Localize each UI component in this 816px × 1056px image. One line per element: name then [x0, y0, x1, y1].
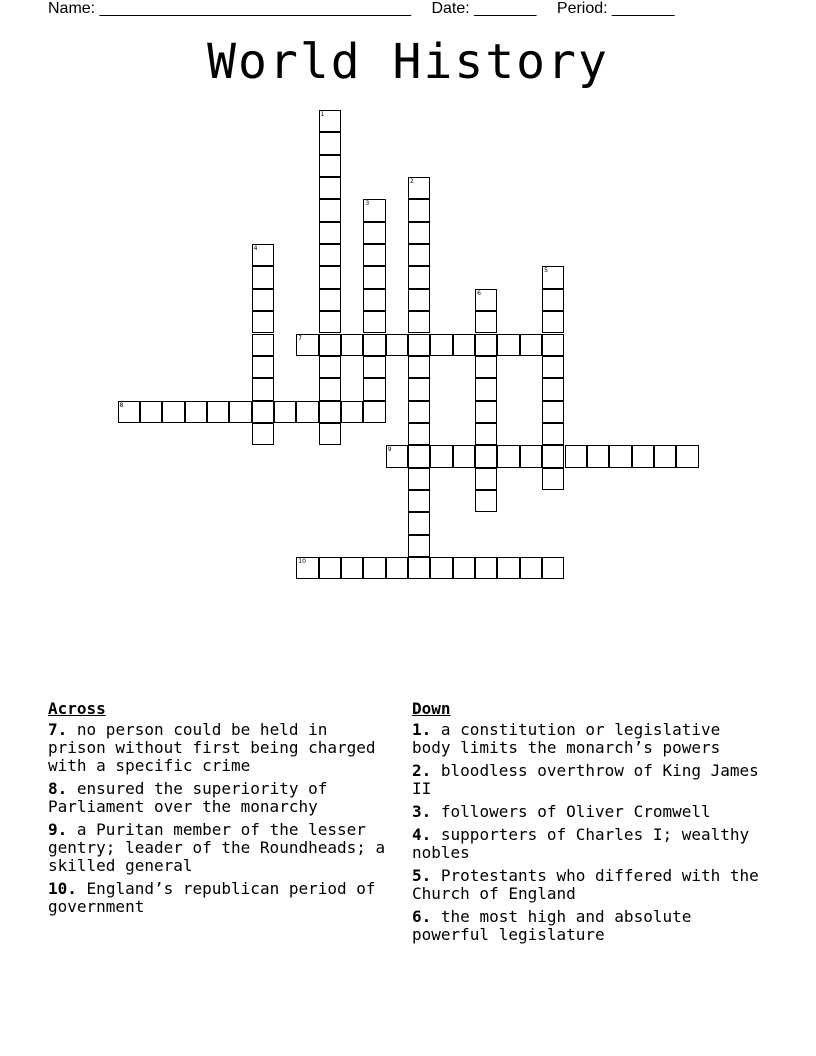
clue-number: 9.: [48, 820, 68, 839]
crossword-cell[interactable]: [542, 266, 564, 288]
clue-number-label: 3: [365, 200, 370, 208]
clue-number: 3.: [412, 802, 432, 821]
clue-text: a constitution or legislative body limits the monarch’s powers: [412, 720, 721, 757]
clue-number-label: 8: [119, 401, 124, 409]
clue-across-7: [48, 721, 393, 775]
crossword-cell[interactable]: [408, 557, 430, 579]
page-title: World History: [207, 34, 609, 90]
crossword-cell[interactable]: [386, 445, 408, 467]
crossword-cell[interactable]: [207, 401, 229, 423]
crossword-cell[interactable]: [341, 334, 363, 356]
crossword-cell[interactable]: [542, 557, 564, 579]
across-clues: [48, 700, 393, 921]
crossword-cell[interactable]: [453, 557, 475, 579]
crossword-cell[interactable]: [542, 468, 564, 490]
clue-across-9: [48, 821, 393, 875]
down-clues: [412, 700, 767, 949]
crossword-cell[interactable]: [542, 378, 564, 400]
crossword-cell[interactable]: [430, 334, 452, 356]
crossword-cell[interactable]: [319, 110, 341, 132]
crossword-cell[interactable]: [185, 401, 207, 423]
crossword-cell[interactable]: [319, 222, 341, 244]
crossword-cell[interactable]: [565, 445, 587, 467]
crossword-cell[interactable]: [252, 401, 274, 423]
crossword-cell[interactable]: [408, 177, 430, 199]
crossword-cell[interactable]: [408, 199, 430, 221]
clue-text: supporters of Charles I; wealthy nobles: [412, 825, 750, 862]
crossword-cell[interactable]: [363, 266, 385, 288]
crossword-cell[interactable]: [408, 423, 430, 445]
crossword-cell[interactable]: [296, 334, 318, 356]
clue-number: 5.: [412, 866, 432, 885]
crossword-cell[interactable]: [430, 557, 452, 579]
crossword-cell[interactable]: [475, 356, 497, 378]
clue-number: 4.: [412, 825, 432, 844]
crossword-cell[interactable]: [587, 445, 609, 467]
crossword-cell[interactable]: [408, 266, 430, 288]
clue-number-label: 6: [477, 289, 481, 297]
crossword-cell[interactable]: [319, 266, 341, 288]
crossword-cell[interactable]: [408, 334, 430, 356]
crossword-cell[interactable]: [252, 244, 274, 266]
crossword-cell[interactable]: [475, 445, 497, 467]
crossword-cell[interactable]: [252, 334, 274, 356]
crossword-cell[interactable]: [363, 244, 385, 266]
clue-number: 2.: [412, 761, 432, 780]
crossword-cell[interactable]: [475, 401, 497, 423]
crossword-cell[interactable]: [252, 289, 274, 311]
crossword-cell[interactable]: [140, 401, 162, 423]
clue-down-3: [412, 803, 767, 821]
crossword-cell[interactable]: [408, 378, 430, 400]
crossword-cell[interactable]: [319, 356, 341, 378]
crossword-cell[interactable]: [408, 244, 430, 266]
crossword-cell[interactable]: [475, 557, 497, 579]
clue-text: bloodless overthrow of King James II: [412, 761, 759, 798]
crossword-cell[interactable]: [319, 557, 341, 579]
clue-text: no person could be held in prison without first being charged with a specific crime: [48, 720, 376, 775]
crossword-cell[interactable]: [475, 468, 497, 490]
crossword-cell[interactable]: [542, 445, 564, 467]
crossword-cell[interactable]: [296, 557, 318, 579]
crossword-cell[interactable]: [319, 423, 341, 445]
clue-text: the most high and absolute powerful legislature: [412, 907, 692, 944]
crossword-cell[interactable]: [162, 401, 184, 423]
clue-number: 10.: [48, 879, 77, 898]
clue-down-1: [412, 721, 767, 757]
period-field[interactable]: Period: _______: [556, 0, 675, 17]
crossword-cell[interactable]: [497, 445, 519, 467]
crossword-cell[interactable]: [475, 334, 497, 356]
across-heading: Across: [48, 699, 106, 718]
crossword-cell[interactable]: [475, 311, 497, 333]
crossword-cell[interactable]: [453, 334, 475, 356]
crossword-cell[interactable]: [296, 401, 318, 423]
clue-text: followers of Oliver Cromwell: [440, 802, 711, 821]
crossword-cell[interactable]: [319, 311, 341, 333]
crossword-cell[interactable]: [252, 423, 274, 445]
crossword-cell[interactable]: [319, 289, 341, 311]
clue-number-label: 9: [387, 446, 392, 454]
crossword-cell[interactable]: [118, 401, 140, 423]
clue-number-label: 10: [298, 558, 306, 565]
crossword-cell[interactable]: [408, 401, 430, 423]
crossword-cell[interactable]: [319, 401, 341, 423]
crossword-cell[interactable]: [654, 445, 676, 467]
crossword-cell[interactable]: [430, 445, 452, 467]
crossword-cell[interactable]: [408, 445, 430, 467]
crossword-cell[interactable]: [386, 334, 408, 356]
crossword-cell[interactable]: [319, 378, 341, 400]
clue-across-10: [48, 880, 393, 916]
crossword-cell[interactable]: [319, 177, 341, 199]
crossword-cell[interactable]: [542, 334, 564, 356]
crossword-cell[interactable]: [252, 266, 274, 288]
clue-number-label: 1: [320, 111, 325, 118]
crossword-cell[interactable]: [542, 423, 564, 445]
clue-number: 6.: [412, 907, 432, 926]
clue-across-8: [48, 780, 393, 816]
crossword-cell[interactable]: [363, 356, 385, 378]
crossword-cell[interactable]: [386, 557, 408, 579]
crossword-cell[interactable]: [542, 401, 564, 423]
crossword-cell[interactable]: [408, 356, 430, 378]
clue-down-4: [412, 826, 767, 862]
crossword-cell[interactable]: [475, 378, 497, 400]
crossword-cell[interactable]: [676, 445, 698, 467]
crossword-cell[interactable]: [520, 334, 542, 356]
crossword-cell[interactable]: [363, 199, 385, 221]
crossword-cell[interactable]: [363, 401, 385, 423]
clue-text: ensured the superiority of Parliament over the monarchy: [48, 779, 328, 816]
crossword-cell[interactable]: [363, 557, 385, 579]
crossword-cell[interactable]: [542, 356, 564, 378]
crossword-cell[interactable]: [341, 557, 363, 579]
crossword-cell[interactable]: [363, 378, 385, 400]
crossword-cell[interactable]: [520, 557, 542, 579]
crossword-cell[interactable]: [274, 401, 296, 423]
crossword-cell[interactable]: [363, 222, 385, 244]
clue-number: 1.: [412, 720, 432, 739]
clue-number-label: 7: [298, 334, 303, 342]
crossword-cell[interactable]: [319, 334, 341, 356]
crossword-cell[interactable]: [609, 445, 631, 467]
crossword-cell[interactable]: [252, 378, 274, 400]
clue-number: 7.: [48, 720, 68, 739]
clue-down-5: [412, 867, 767, 903]
crossword-cell[interactable]: [632, 445, 654, 467]
clue-number: 8.: [48, 779, 68, 798]
name-field[interactable]: Name: ___________________________________: [48, 0, 412, 17]
crossword-cell[interactable]: [453, 445, 475, 467]
crossword-cell[interactable]: [363, 334, 385, 356]
crossword-cell[interactable]: [319, 199, 341, 221]
clue-text: a Puritan member of the lesser gentry; leader of the Roundheads; a skilled general: [48, 820, 386, 875]
crossword-cell[interactable]: [475, 490, 497, 512]
crossword-cell[interactable]: [252, 311, 274, 333]
crossword-cell[interactable]: [475, 423, 497, 445]
date-field[interactable]: Date: _______: [431, 0, 537, 17]
clue-text: England’s republican period of government: [48, 879, 376, 916]
crossword-cell[interactable]: [229, 401, 251, 423]
crossword-cell[interactable]: [252, 356, 274, 378]
clue-down-2: [412, 762, 767, 798]
crossword-cell[interactable]: [408, 289, 430, 311]
crossword-cell[interactable]: [408, 535, 430, 557]
crossword-cell[interactable]: [408, 512, 430, 534]
crossword-cell[interactable]: [363, 311, 385, 333]
down-heading: Down: [412, 699, 451, 718]
crossword-cell[interactable]: [542, 311, 564, 333]
clue-text: Protestants who differed with the Church of England: [412, 866, 759, 903]
crossword-cell[interactable]: [363, 289, 385, 311]
crossword-cell[interactable]: [319, 155, 341, 177]
crossword-cell[interactable]: [341, 401, 363, 423]
crossword-cell[interactable]: [520, 445, 542, 467]
clue-number-label: 2: [410, 178, 414, 186]
crossword-cell[interactable]: [497, 557, 519, 579]
clue-number-label: 4: [253, 245, 258, 253]
crossword-cell[interactable]: [408, 490, 430, 512]
crossword-cell[interactable]: [408, 468, 430, 490]
crossword-cell[interactable]: [319, 244, 341, 266]
clue-number-label: 5: [544, 267, 548, 275]
crossword-cell[interactable]: [497, 334, 519, 356]
crossword-cell[interactable]: [408, 311, 430, 333]
clue-down-6: [412, 908, 767, 944]
crossword-cell[interactable]: [475, 289, 497, 311]
crossword-cell[interactable]: [408, 222, 430, 244]
crossword-cell[interactable]: [542, 289, 564, 311]
crossword-cell[interactable]: [319, 132, 341, 154]
